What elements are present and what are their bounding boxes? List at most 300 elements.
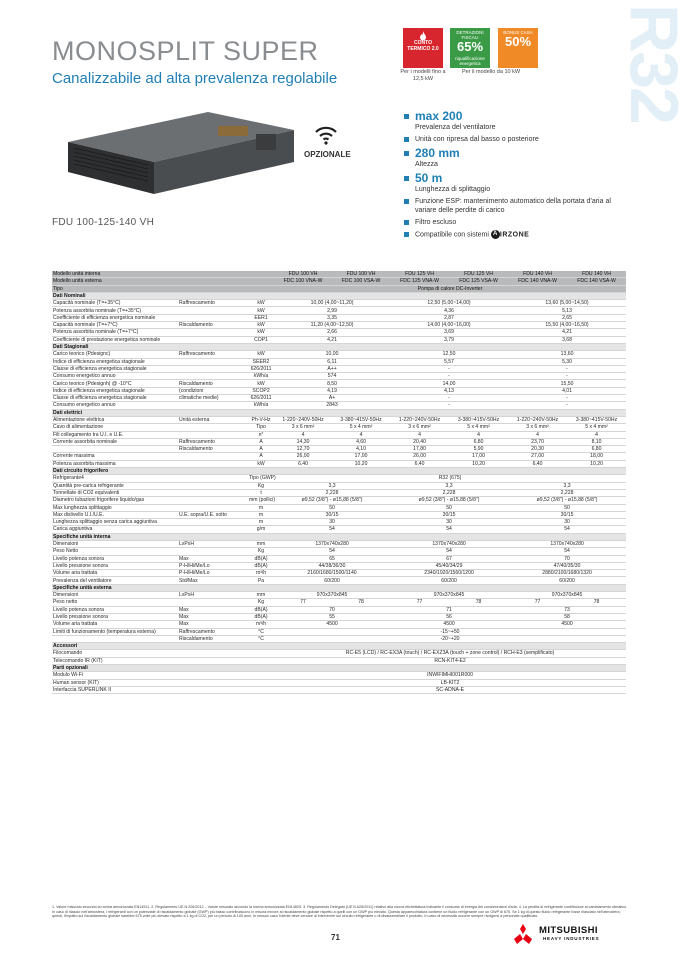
- table-cell: 5 x 4 mm²: [332, 424, 390, 431]
- table-cell: 70: [274, 606, 390, 613]
- table-cell: 4: [332, 431, 390, 438]
- table-row: [52, 657, 626, 664]
- table-row: [52, 621, 626, 628]
- feature-desc: [415, 230, 634, 239]
- table-cell: kW: [248, 329, 274, 336]
- table-cell: 60/200: [390, 577, 508, 584]
- table-cell: LxPxH: [178, 592, 248, 599]
- table-row: [52, 679, 626, 686]
- table-cell: t: [248, 489, 274, 496]
- table-cell: 6,11: [274, 358, 390, 365]
- table-cell: kW: [248, 307, 274, 314]
- table-cell: 15,50: [508, 380, 626, 387]
- table-cell: 78: [567, 599, 626, 606]
- table-cell: 4500: [508, 621, 626, 628]
- table-cell: 2160/1680/1500/1140: [274, 570, 390, 577]
- detrazioni-badge: [450, 28, 490, 68]
- feature-item: [404, 230, 634, 239]
- table-cell: 10,20: [449, 460, 508, 467]
- table-cell: Dimensioni: [52, 540, 178, 547]
- table-cell: [178, 314, 248, 321]
- table-row: [52, 314, 626, 321]
- table-cell: U.E. sopra/U.E. sotto: [178, 511, 248, 518]
- table-row: [52, 482, 626, 489]
- table-cell: Indice di efficienza energetica stagionale: [52, 387, 178, 394]
- table-cell: 78: [332, 599, 390, 606]
- table-cell: COP1: [248, 336, 274, 343]
- table-cell: [178, 424, 248, 431]
- table-cell: Modello unità esterna: [52, 278, 248, 285]
- table-row: [52, 431, 626, 438]
- table-section-row: [52, 665, 626, 672]
- table-cell: 3 x 6 mm²: [390, 424, 449, 431]
- table-cell: [178, 431, 248, 438]
- table-cell: m³/h: [248, 570, 274, 577]
- table-cell: 50: [274, 504, 390, 511]
- table-cell: Carico teorico (Pdesignc): [52, 351, 178, 358]
- table-cell: m³/h: [248, 621, 274, 628]
- table-cell: mm (pollici): [249, 497, 276, 504]
- table-cell: 3,3: [508, 482, 626, 489]
- table-cell: 30: [508, 519, 626, 526]
- table-row: [52, 329, 626, 336]
- table-cell: 970x370x845: [274, 592, 390, 599]
- table-cell: Std/Max: [178, 577, 248, 584]
- feature-item: [404, 218, 634, 227]
- table-cell: °C: [248, 635, 274, 642]
- table-cell: Dati circuito frigorifero: [52, 468, 626, 475]
- table-cell: 3,35: [274, 314, 390, 321]
- bullet-icon: [404, 176, 409, 181]
- table-cell: 58: [508, 613, 626, 620]
- table-cell: m: [248, 519, 274, 526]
- feature-item: [404, 135, 634, 144]
- page-title: MONOSPLIT SUPER: [52, 36, 319, 66]
- table-cell: 2,99: [274, 307, 390, 314]
- table-cell: [52, 446, 178, 453]
- table-cell: 4500: [390, 621, 508, 628]
- table-cell: Tipo (GWP): [249, 475, 276, 482]
- table-cell: 54: [508, 526, 626, 533]
- table-cell: 10,20: [567, 460, 626, 467]
- table-cell: Diametro tubazioni frigorifere liquido/gas: [52, 497, 178, 504]
- table-cell: 10,20: [332, 460, 390, 467]
- table-row: [52, 519, 626, 526]
- table-cell: 54: [390, 548, 508, 555]
- table-row: [52, 446, 626, 453]
- table-cell: [178, 679, 248, 686]
- table-row: [52, 438, 626, 445]
- table-cell: 60/200: [508, 577, 626, 584]
- table-cell: 71: [390, 606, 508, 613]
- table-cell: [178, 599, 248, 606]
- table-cell: 1-220~240V-50Hz: [390, 416, 449, 423]
- table-cell: Dati elettrici: [52, 409, 626, 416]
- table-cell: FDC 125 VNA-W: [390, 278, 449, 285]
- table-cell: -: [390, 373, 508, 380]
- table-cell: 54: [508, 548, 626, 555]
- bullet-icon: [404, 114, 409, 119]
- table-cell: 4500: [274, 621, 390, 628]
- table-cell: Interfaccia SUPERLINK II: [52, 686, 178, 693]
- table-cell: [178, 650, 248, 657]
- table-cell: Ph-V-Hz: [248, 416, 274, 423]
- table-cell: -15~+50: [274, 628, 626, 635]
- table-section-row: [52, 343, 626, 350]
- mitsubishi-logo: [511, 924, 631, 944]
- table-row: [52, 592, 626, 599]
- conto-termico-badge: [403, 28, 443, 68]
- table-cell: 4: [390, 431, 449, 438]
- table-cell: Max: [178, 613, 248, 620]
- table-row: [52, 540, 626, 547]
- table-cell: Kg: [248, 482, 274, 489]
- feature-desc: Prevalenza del ventilatore: [415, 124, 496, 131]
- table-cell: [248, 657, 274, 664]
- badge-note-right: Per il modello da 10 kW: [461, 69, 521, 75]
- feature-value: 280 mm: [415, 146, 460, 160]
- table-cell: Peso netto: [52, 599, 178, 606]
- table-section-row: [52, 292, 626, 299]
- table-cell: Modulo Wi-Fi: [52, 672, 178, 679]
- table-cell: FDC 140 VSA-W: [567, 278, 626, 285]
- table-cell: [248, 650, 274, 657]
- table-cell: n°: [248, 431, 274, 438]
- table-cell: 50: [508, 504, 626, 511]
- table-cell: climatiche medie): [178, 395, 248, 402]
- three-diamonds-icon: [511, 924, 535, 944]
- table-cell: Riscaldamento: [178, 446, 248, 453]
- table-cell: Indice di efficienza energetica stagionale: [52, 358, 178, 365]
- table-cell: kWh/a: [248, 373, 274, 380]
- table-cell: Volume aria trattata: [52, 621, 178, 628]
- table-row: [52, 497, 626, 504]
- table-cell: 1-220~240V-50Hz: [274, 416, 332, 423]
- feature-desc: Filtro escluso: [415, 219, 457, 226]
- table-cell: 18,00: [567, 453, 626, 460]
- table-cell: 6,40: [390, 460, 449, 467]
- table-row: [52, 373, 626, 380]
- table-cell: Human sensor (KIT): [52, 679, 178, 686]
- feature-desc: Funzione ESP: mantenimento automatico della portata d'aria al variare delle perdite di carico: [415, 198, 611, 214]
- table-cell: Max: [178, 555, 248, 562]
- table-cell: 15,50 (4,00~16,50): [508, 322, 626, 329]
- page-number: 71: [331, 933, 340, 942]
- table-cell: Carica aggiuntiva: [52, 526, 178, 533]
- table-header-row: [52, 278, 626, 285]
- table-cell: ø9,52 (3/8") - ø15,88 (5/8"): [274, 497, 390, 504]
- table-section-row: [52, 533, 626, 540]
- table-cell: 77: [390, 599, 449, 606]
- table-cell: 12,50: [390, 351, 508, 358]
- table-cell: -: [390, 402, 508, 409]
- table-cell: Consumo energetico annuo: [52, 402, 178, 409]
- table-cell: -: [390, 365, 508, 372]
- table-cell: -20~+20: [274, 635, 626, 642]
- table-cell: 27,00: [508, 453, 567, 460]
- table-cell: FDC 125 VSA-W: [449, 278, 508, 285]
- table-cell: 970x370x845: [390, 592, 508, 599]
- table-cell: 30/15: [508, 511, 626, 518]
- table-cell: 4,21: [508, 329, 626, 336]
- table-cell: 60/200: [274, 577, 390, 584]
- table-cell: 4: [567, 431, 626, 438]
- table-cell: Riscaldamento: [178, 635, 248, 642]
- feature-desc: Lunghezza di splittaggio: [415, 186, 491, 193]
- table-cell: Max lunghezza splittaggio: [52, 504, 178, 511]
- table-cell: kW: [248, 351, 274, 358]
- table-cell: -: [508, 373, 626, 380]
- table-cell: 4,13: [390, 387, 508, 394]
- footnote: 1. Valore misurato secondo la norma armonizzata EN14511. 2. Regolamento UE N.206/2012 – Valore misurato secondo la norma armonizzata EN14825. 3. Regolamento Delegato (UE N.626/2011) relativo alla nuova etichettatura indicante il consumo di energia dei condizionatori d'aria. 4. La perdita di refrigerante contribuisce al cambiamento climatico. In caso di rilascio nell'atmosfera, i refrigeranti con un potenziale di riscaldamento globale (GWP) più basso contribuiscono in misura minore al riscaldamento globale rispetto a quelli con un GWP più elevato. Questa apparecchiatura contiene un fluido refrigerante con un GWP di 675. Se 1 kg di questo fluido refrigerante fosse rilasciato nell'atmosfera, quindi, l'impatto sul riscaldamento globale sarebbe 675 volte più elevato rispetto a 1 kg di CO2, per un periodo di 100 anni. In nessun caso l'utente deve cercare di intervenire sul circuito refrigerante o di disassemblare il prodotto. In caso di necessità occorre sempre rivolgersi a personale qualificato.: [52, 905, 628, 919]
- feature-item: [404, 197, 634, 215]
- table-cell: kWh/a: [248, 402, 274, 409]
- bonus-top: BONUS CASA: [503, 30, 533, 35]
- table-cell: 14,30: [274, 438, 332, 445]
- table-cell: INWIFIMHI001R000: [274, 672, 626, 679]
- table-cell: Pompa di calore DC-Inverter: [274, 285, 626, 292]
- table-cell: 6,40: [508, 460, 567, 467]
- table-cell: [178, 365, 248, 372]
- table-cell: [248, 278, 274, 285]
- table-cell: Dati Nominali: [52, 292, 626, 299]
- table-cell: 13,60: [508, 351, 626, 358]
- table-cell: 626/2011: [248, 365, 274, 372]
- airzone-logo: [491, 230, 529, 239]
- table-cell: Pa: [248, 577, 274, 584]
- table-cell: ø9,52 (3/8") - ø15,88 (5/8"): [508, 497, 626, 504]
- table-cell: kW: [248, 300, 274, 307]
- table-cell: RC-E5 (LCD) / RC-EX3A (touch) / RC-EXZ3A (touch + zone control) / RCH-E3 (semplificato): [274, 650, 626, 657]
- table-cell: A++: [274, 365, 390, 372]
- wifi-icon: [314, 125, 338, 145]
- table-cell: 2,228: [390, 489, 508, 496]
- table-cell: 3,79: [390, 336, 508, 343]
- table-cell: FDC 100 VNA-W: [274, 278, 332, 285]
- table-row: [52, 577, 626, 584]
- table-row: [52, 322, 626, 329]
- feature-value: max 200: [415, 109, 463, 123]
- table-cell: 78: [449, 599, 508, 606]
- table-cell: 2,228: [274, 489, 390, 496]
- table-section-row: [52, 409, 626, 416]
- table-cell: Specifiche unità interna: [52, 533, 626, 540]
- table-cell: Carico teorico (Pdesignh) @ -10°C: [52, 380, 178, 387]
- table-row: [52, 672, 626, 679]
- table-cell: [178, 373, 248, 380]
- table-cell: Raffrescamento: [178, 628, 248, 635]
- bullet-icon: [404, 137, 409, 142]
- table-row: [52, 336, 626, 343]
- table-cell: [248, 686, 274, 693]
- table-cell: FDU 100 VH: [332, 271, 390, 278]
- airzone-a: A: [491, 230, 500, 239]
- table-cell: 2,228: [508, 489, 626, 496]
- table-cell: R32 (675): [274, 475, 626, 482]
- table-cell: 77: [508, 599, 567, 606]
- table-cell: Refrigerante4: [52, 475, 178, 482]
- table-cell: 10,00: [274, 351, 390, 358]
- table-cell: [178, 519, 248, 526]
- table-cell: 4: [449, 431, 508, 438]
- table-cell: 47/40/35/30: [508, 562, 626, 569]
- table-cell: 30: [390, 519, 508, 526]
- table-cell: Tipo: [52, 285, 248, 292]
- table-cell: 8,50: [274, 380, 390, 387]
- table-cell: Accessori: [52, 643, 626, 650]
- table-row: [52, 416, 626, 423]
- table-cell: EER1: [248, 314, 274, 321]
- table-cell: 54: [274, 548, 390, 555]
- table-cell: Specifiche unità esterna: [52, 584, 626, 591]
- table-cell: 14,00: [390, 380, 508, 387]
- table-cell: Capacità nominale (T=+35°C): [52, 300, 178, 307]
- table-cell: Potenza assorbita nominale (T=+35°C): [52, 307, 178, 314]
- table-cell: °C: [248, 628, 274, 635]
- table-cell: -: [508, 365, 626, 372]
- detrazioni-sub: riqualificazione energetica: [455, 56, 485, 66]
- table-cell: [248, 679, 274, 686]
- table-cell: Dati Stagionali: [52, 343, 626, 350]
- table-cell: [178, 475, 248, 482]
- table-cell: LB-KIT2: [274, 679, 626, 686]
- table-cell: 5,30: [508, 358, 626, 365]
- table-cell: FDU 140 VH: [567, 271, 626, 278]
- table-row: [52, 548, 626, 555]
- table-cell: m: [248, 504, 274, 511]
- table-cell: 2880/2100/1680/1320: [508, 570, 626, 577]
- table-cell: Corrente massima: [52, 453, 178, 460]
- table-cell: SC-ADNA-E: [274, 686, 626, 693]
- table-cell: [178, 504, 248, 511]
- table-cell: g/m: [248, 526, 274, 533]
- table-cell: Raffrescamento: [178, 438, 248, 445]
- table-cell: 970x370x845: [508, 592, 626, 599]
- table-cell: A: [248, 453, 274, 460]
- table-cell: [178, 482, 248, 489]
- table-cell: Kg: [248, 599, 274, 606]
- table-row: [52, 460, 626, 467]
- table-row: [52, 511, 626, 518]
- table-row: [52, 599, 626, 606]
- table-row: [52, 453, 626, 460]
- table-row: [52, 570, 626, 577]
- table-cell: FDC 100 VSA-W: [332, 278, 390, 285]
- table-cell: 26,00: [390, 453, 449, 460]
- brand-sub: HEAVY INDUSTRIES: [543, 936, 600, 941]
- table-cell: 11,20 (4,00~12,50): [274, 322, 390, 329]
- table-cell: 4: [508, 431, 567, 438]
- table-cell: 6,80: [567, 446, 626, 453]
- table-cell: 6,80: [449, 438, 508, 445]
- table-cell: A+: [274, 395, 390, 402]
- table-cell: 1370x740x280: [274, 540, 390, 547]
- table-cell: 5,57: [390, 358, 508, 365]
- table-cell: [248, 271, 274, 278]
- table-cell: kW: [248, 322, 274, 329]
- table-cell: 12,50 (5,00~14,00): [390, 300, 508, 307]
- r32-watermark: R32: [616, 4, 692, 123]
- table-cell: 3 x 6 mm²: [274, 424, 332, 431]
- table-cell: 45/40/34/29: [390, 562, 508, 569]
- table-cell: [178, 307, 248, 314]
- table-cell: 5 x 4 mm²: [567, 424, 626, 431]
- table-cell: kW: [248, 380, 274, 387]
- table-cell: 20,40: [390, 438, 449, 445]
- table-cell: FDU 125 VH: [390, 271, 449, 278]
- table-cell: [178, 672, 248, 679]
- table-section-row: [52, 643, 626, 650]
- bullet-icon: [404, 220, 409, 225]
- page-subtitle: Canalizzabile ad alta prevalenza regolabile: [52, 70, 338, 87]
- feature-desc: Unità con ripresa dal basso o posteriore: [415, 136, 539, 143]
- table-cell: Filocomando: [52, 650, 178, 657]
- table-cell: 626/2011: [248, 395, 274, 402]
- table-row: [52, 562, 626, 569]
- table-cell: 10,00 (4,00~11,20): [274, 300, 390, 307]
- table-cell: SEER2: [248, 358, 274, 365]
- table-cell: 4,21: [274, 336, 390, 343]
- table-cell: dB(A): [248, 562, 274, 569]
- table-cell: Coefficiente di prestazione energetica nominale: [52, 336, 178, 343]
- table-cell: [178, 336, 248, 343]
- bonus-value: 50%: [504, 34, 532, 49]
- table-row: [52, 365, 626, 372]
- table-cell: 4,01: [508, 387, 626, 394]
- table-row: [52, 424, 626, 431]
- table-cell: Tonnellate di CO2 equivalenti: [52, 489, 178, 496]
- table-section-row: [52, 584, 626, 591]
- table-cell: 4,19: [274, 387, 390, 394]
- table-cell: Fili collegamento tra U.I. e U.E.: [52, 431, 178, 438]
- table-cell: 77: [274, 599, 332, 606]
- table-cell: Riscaldamento: [178, 322, 248, 329]
- table-cell: Unità esterna: [178, 416, 248, 423]
- table-cell: 50: [390, 504, 508, 511]
- table-cell: [178, 489, 248, 496]
- table-cell: 54: [390, 526, 508, 533]
- table-cell: [178, 526, 248, 533]
- incentive-badges: [400, 28, 543, 88]
- table-cell: Livello pressione sonora: [52, 613, 178, 620]
- table-cell: Riscaldamento: [178, 380, 248, 387]
- table-cell: 17,00: [332, 453, 390, 460]
- table-cell: Dimensioni: [52, 592, 178, 599]
- table-section-row: [52, 468, 626, 475]
- table-cell: A: [248, 446, 274, 453]
- table-cell: 5 x 4 mm²: [449, 424, 508, 431]
- table-cell: 4,36: [390, 307, 508, 314]
- table-row: [52, 351, 626, 358]
- table-cell: Lunghezza splittaggio senza carica aggiuntiva: [52, 519, 178, 526]
- table-cell: 2843: [274, 402, 390, 409]
- table-row: [52, 475, 626, 482]
- table-cell: Livello pressione sonora: [52, 562, 178, 569]
- table-cell: 23,70: [508, 438, 567, 445]
- table-row: [52, 650, 626, 657]
- table-cell: FDU 100 VH: [274, 271, 332, 278]
- table-cell: [178, 460, 248, 467]
- bullet-icon: [404, 151, 409, 156]
- table-cell: Livello potenza sonora: [52, 555, 178, 562]
- table-cell: Alimentazione elettrica: [52, 416, 178, 423]
- table-cell: 2,87: [390, 314, 508, 321]
- table-row: [52, 606, 626, 613]
- table-cell: 55: [274, 613, 390, 620]
- table-header-row: [52, 271, 626, 278]
- table-cell: Max dislivello U.I./U.E.: [52, 511, 178, 518]
- table-cell: [178, 657, 248, 664]
